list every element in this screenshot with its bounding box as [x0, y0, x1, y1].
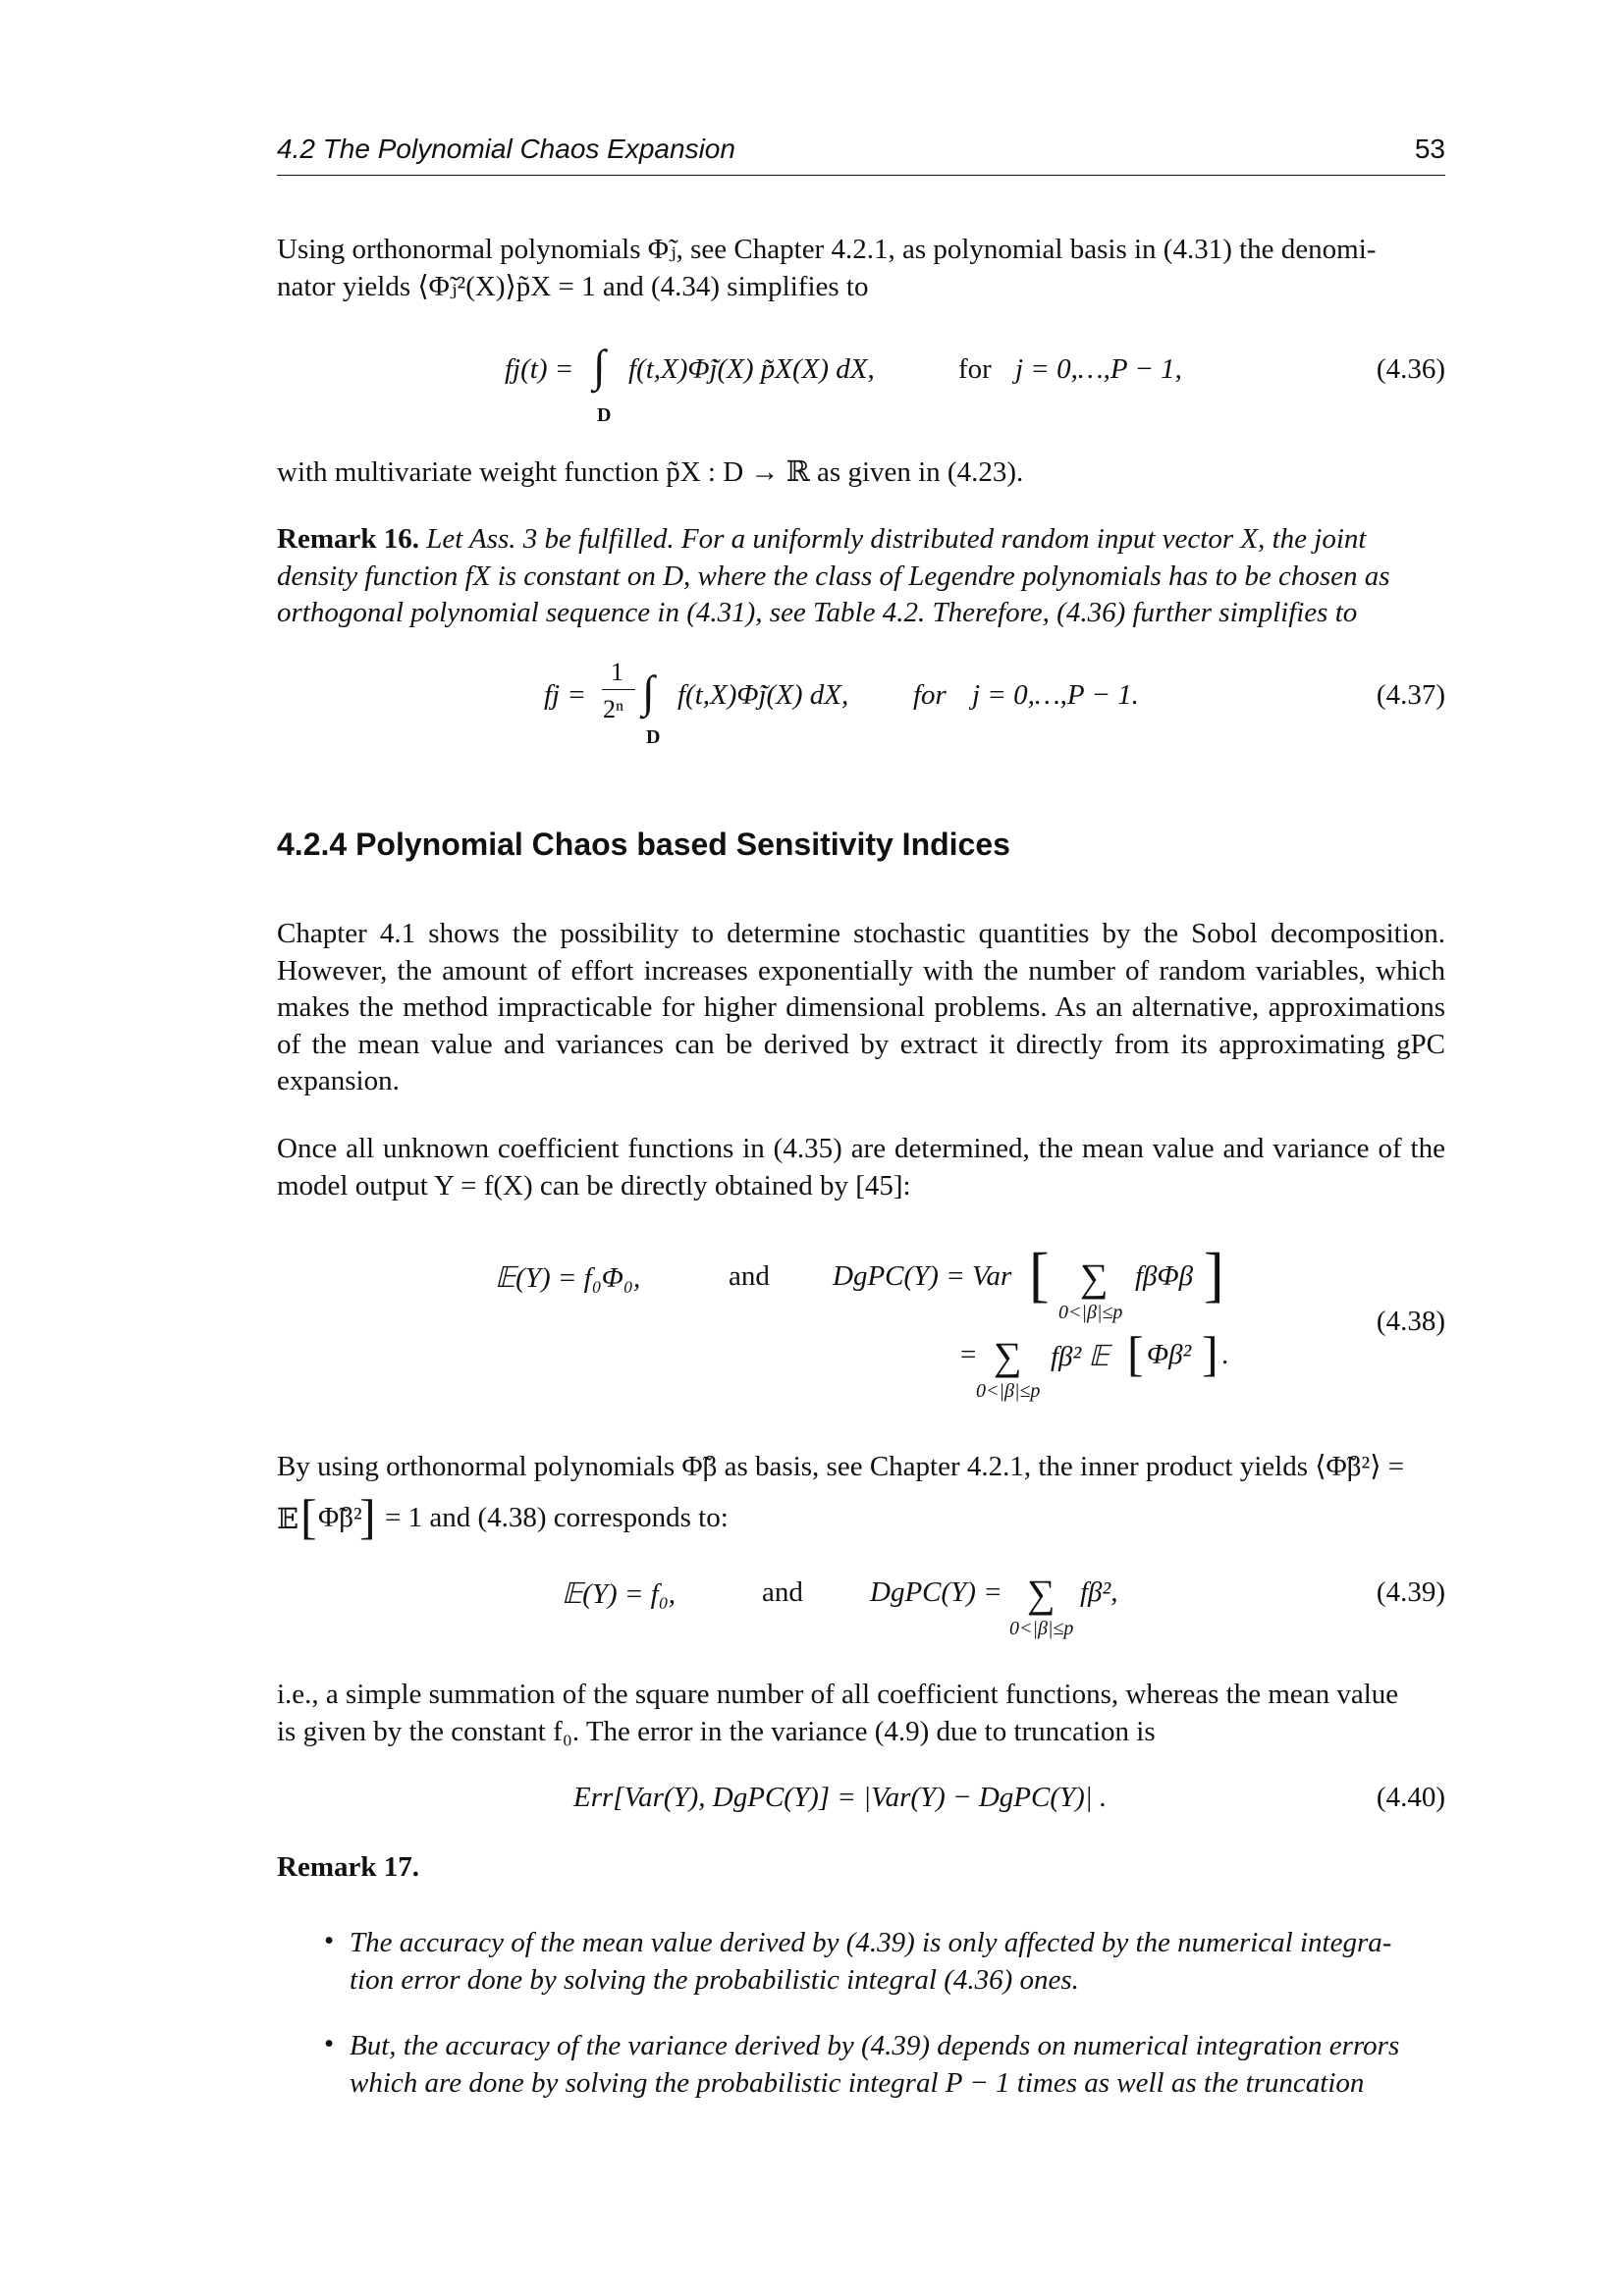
eq437-range: j = 0,…,P − 1.	[972, 679, 1139, 711]
eq439-var-body: fβ²,	[1080, 1576, 1118, 1608]
eq438-number: (4.38)	[1376, 1306, 1445, 1337]
paragraph-2-text: Once all unknown coefficient functions in (4.35) are determined, the mean value and variance of the model output Y = f(X) can be directly obtained by [45]:	[277, 1133, 1445, 1201]
eq438-line2-inner: Φβ²	[1147, 1339, 1192, 1370]
eq438-sum-range-1: 0<|β|≤p	[1058, 1302, 1123, 1323]
remark-16	[277, 521, 1445, 632]
eq439-number: (4.39)	[1376, 1576, 1445, 1608]
bullet-marker-2: •	[324, 2028, 335, 2059]
eq439-var-lhs: DgPC(Y) =	[870, 1576, 1002, 1608]
eq438-line2-body: fβ² 𝔼	[1051, 1341, 1110, 1372]
para3-right-bracket: ]	[359, 1489, 376, 1544]
remark16-line-3: orthogonal polynomial sequence in (4.31), see Table 4.2. Therefore, (4.36) further simplifies to	[277, 597, 1358, 628]
eq438-sum-range-2: 0<|β|≤p	[976, 1380, 1041, 1402]
eq437-for: for	[913, 679, 947, 711]
after-eq436-text: with multivariate weight function p̃X : D → ℝ as given in (4.23).	[277, 456, 1024, 488]
eq437-lhs: fj =	[544, 679, 586, 711]
eq438-line2-left-bracket: [	[1127, 1326, 1144, 1381]
equation-4-38-number-row	[277, 1306, 1445, 1345]
eq437-domain: D	[646, 726, 661, 748]
para3-left-bracket: [	[300, 1489, 317, 1544]
equation-4-38-line-2	[277, 1326, 1445, 1402]
remark16-line-2: density function fX is constant on D, where the class of Legendre polynomials has to be chosen as	[277, 560, 1390, 592]
bullet-1-line-2: tion error done by solving the probabilistic integral (4.36) ones.	[350, 1963, 1079, 1996]
remark-17	[277, 1849, 1445, 1887]
page-number: 53	[1414, 133, 1445, 164]
paragraph-3-line-2	[277, 1489, 1445, 1544]
paragraph-4	[277, 1677, 1445, 1750]
running-header-title: 4.2 The Polynomial Chaos Expansion	[277, 133, 735, 164]
eq437-frac-numerator: 1	[611, 658, 623, 686]
eq439-and: and	[762, 1576, 803, 1608]
eq436-for: for	[958, 353, 992, 385]
eq437-integrand: f(t,X)Φ̃j(X) dX,	[677, 679, 849, 711]
eq438-right-bracket: ]	[1204, 1242, 1224, 1308]
eq436-domain: D	[597, 404, 612, 426]
intro-paragraph	[277, 232, 1445, 305]
eq436-number: (4.36)	[1376, 353, 1445, 385]
paragraph-1	[277, 916, 1445, 1100]
eq439-sum-sign: ∑	[1027, 1572, 1056, 1616]
after-eq436-paragraph	[277, 454, 1445, 492]
eq438-left-bracket: [	[1029, 1242, 1050, 1308]
eq438-line2-end: .	[1221, 1339, 1229, 1370]
eq438-sum-sign-2: ∑	[994, 1334, 1022, 1378]
eq440-number: (4.40)	[1376, 1782, 1445, 1813]
eq438-var-inner: fβΦβ	[1135, 1260, 1194, 1292]
eq440-body: Err[Var(Y), DgPC(Y)] = |Var(Y) − DgPC(Y)| .	[573, 1782, 1108, 1813]
para3-expectation: 𝔼	[277, 1504, 299, 1535]
bullet-item-2	[350, 2028, 1445, 2102]
paragraph-4-line-2: is given by the constant f₀. The error in the variance (4.9) due to truncation is	[277, 1715, 1156, 1747]
remark16-label: Remark 16.	[277, 523, 419, 555]
eq438-mean: 𝔼(Y) = f₀Φ₀,	[495, 1262, 641, 1294]
eq436-lhs: fj(t) =	[505, 353, 574, 385]
eq438-var-lhs: DgPC(Y) = Var	[833, 1260, 1012, 1292]
bullet-1-line-1: The accuracy of the mean value derived by (4.39) is only affected by the numerical integra-	[350, 1927, 1392, 1958]
equation-4-39	[277, 1572, 1445, 1639]
eq438-line2-right-bracket: ]	[1202, 1326, 1218, 1381]
equation-4-36	[277, 341, 1445, 426]
remark16-line-1: Let Ass. 3 be fulfilled. For a uniformly distributed random input vector X, the joint	[426, 523, 1367, 555]
eq438-and: and	[729, 1260, 770, 1292]
paragraph-1-text: Chapter 4.1 shows the possibility to determine stochastic quantities by the Sobol decomposition. However, the amount of effort increases exponentially with the number of random variables, which makes the method impracticable for higher dimensional problems. As an alternative, approximations of the mean value and variances can be derived by extract it directly from its approximating gPC expansion.	[277, 918, 1445, 1096]
eq437-number: (4.37)	[1376, 679, 1445, 711]
bullet-2-line-1: But, the accuracy of the variance derived by (4.39) depends on numerical integration errors	[350, 2030, 1400, 2061]
section-number: 4.2.4	[277, 827, 348, 862]
header-rule	[277, 175, 1445, 176]
equation-4-37	[277, 658, 1445, 748]
eq437-integral-sign: ∫	[642, 667, 655, 717]
eq438-line2-equals: =	[960, 1339, 977, 1370]
eq439-mean: 𝔼(Y) = f₀,	[562, 1578, 677, 1610]
bullet-item-1	[350, 1925, 1445, 1999]
eq438-sum-sign-1: ∑	[1080, 1255, 1109, 1300]
section-heading	[277, 827, 1010, 863]
paragraph-2	[277, 1131, 1445, 1204]
eq439-sum-range: 0<|β|≤p	[1009, 1618, 1074, 1639]
paragraph-3	[277, 1449, 1445, 1486]
bullet-2-line-2: which are done by solving the probabilistic integral P − 1 times as well as the truncation	[350, 2066, 1365, 2099]
eq436-range: j = 0,…,P − 1,	[1015, 353, 1182, 385]
equation-4-40	[277, 1782, 1445, 1821]
intro-line-1: Using orthonormal polynomials Φ̃ⱼ, see Chapter 4.2.1, as polynomial basis in (4.31) the denomi-	[277, 234, 1377, 265]
para3-inner: Φ̃β²	[318, 1502, 362, 1533]
para3-tail: = 1 and (4.38) corresponds to:	[385, 1502, 729, 1533]
intro-line-2: nator yields ⟨Φ̃ⱼ²(X)⟩p̃X = 1 and (4.34) simplifies to	[277, 270, 869, 302]
eq437-frac-bar	[602, 689, 635, 690]
section-title: Polynomial Chaos based Sensitivity Indices	[355, 827, 1010, 862]
remark17-label: Remark 17.	[277, 1851, 419, 1883]
eq437-frac-denominator: 2ⁿ	[603, 695, 624, 723]
eq436-integral-sign: ∫	[593, 341, 606, 391]
eq436-integrand: f(t,X)Φ̃j(X) p̃X(X) dX,	[628, 353, 875, 385]
bullet-marker-1: •	[324, 1925, 335, 1956]
paragraph-3-line-1: By using orthonormal polynomials Φ̃β as basis, see Chapter 4.2.1, the inner product yields ⟨Φ̃β²⟩ =	[277, 1451, 1405, 1482]
paragraph-4-line-1: i.e., a simple summation of the square number of all coefficient functions, whereas the mean value	[277, 1679, 1399, 1710]
